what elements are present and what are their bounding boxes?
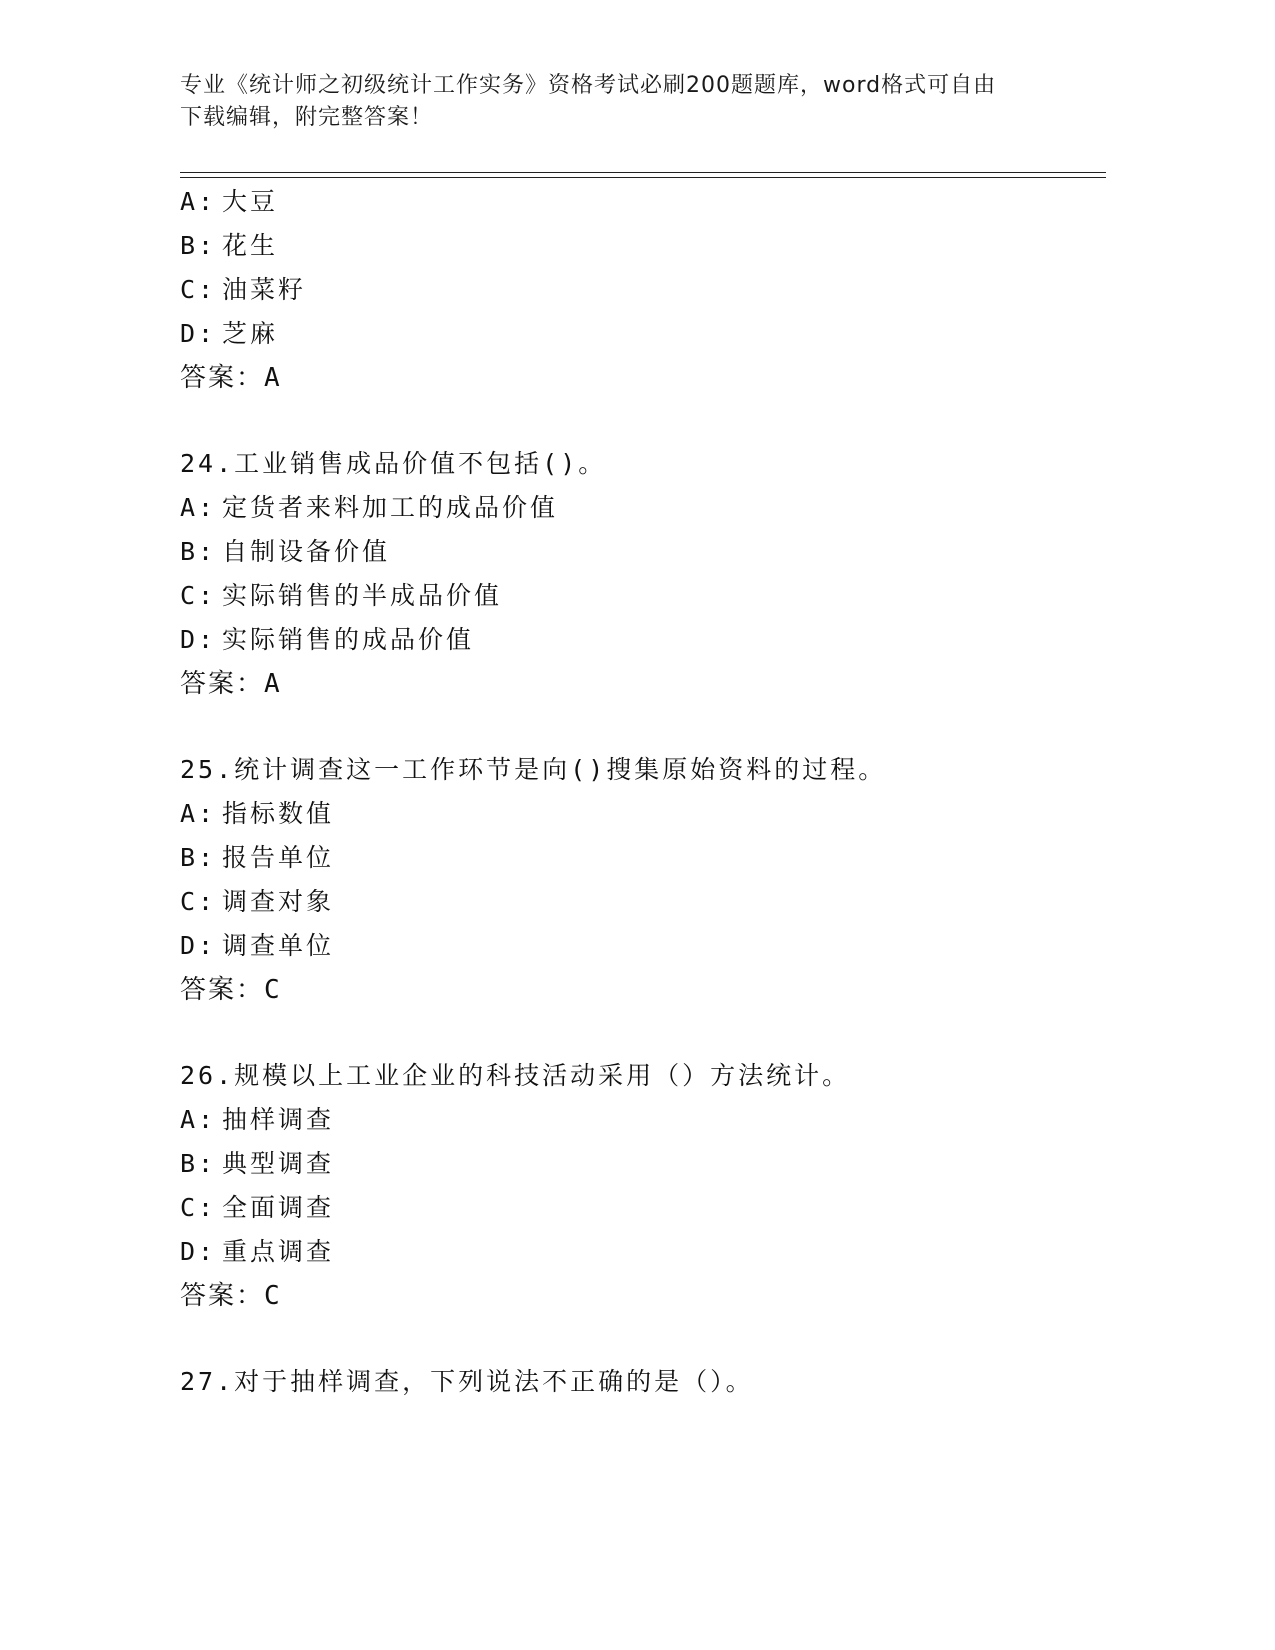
option-d [180,618,1100,662]
option-text: 全面调查 [222,1193,335,1222]
option-letter: B: [180,537,217,566]
option-text: 实际销售的半成品价值 [222,581,503,610]
option-c [180,268,1100,312]
question-block-26 [180,1054,1100,1318]
question-stem: 25.统计调查这一工作环节是向()搜集原始资料的过程。 [180,755,887,784]
question-block-23 [180,180,1100,400]
spacer [180,1318,1100,1360]
header-line-2: 下载编辑，附完整答案！ [180,105,434,130]
spacer [180,706,1100,748]
answer-line [180,662,1100,706]
option-d [180,312,1100,356]
document-header [180,70,1060,134]
option-text: 典型调查 [222,1149,335,1178]
option-a [180,486,1100,530]
spacer [180,400,1100,442]
answer-label: 答案： [180,975,265,1005]
option-c [180,574,1100,618]
header-line-1: 专业《统计师之初级统计工作实务》资格考试必刷200题题库，word格式可自由 [180,73,997,98]
option-letter: A: [180,493,217,522]
option-text: 抽样调查 [222,1105,335,1134]
option-d [180,924,1100,968]
option-letter: C: [180,887,217,916]
question-block-24 [180,442,1100,706]
spacer [180,1012,1100,1054]
answer-label: 答案： [180,669,265,699]
answer-value: C [264,975,282,1005]
option-letter: C: [180,275,217,304]
option-letter: A: [180,1105,217,1134]
option-letter: A: [180,799,217,828]
answer-value: A [264,669,282,699]
option-text: 自制设备价值 [222,537,391,566]
option-text: 花生 [222,231,279,260]
option-b [180,836,1100,880]
option-text: 重点调查 [222,1237,335,1266]
answer-label: 答案： [180,1281,265,1311]
option-b [180,1142,1100,1186]
option-b [180,224,1100,268]
option-text: 实际销售的成品价值 [222,625,475,654]
option-letter: D: [180,1237,217,1266]
answer-line [180,1274,1100,1318]
option-b [180,530,1100,574]
question-content [180,180,1100,1404]
option-text: 调查单位 [222,931,335,960]
option-text: 指标数值 [222,799,335,828]
option-c [180,880,1100,924]
header-divider-top [180,172,1106,173]
answer-line [180,356,1100,400]
option-letter: D: [180,319,217,348]
question-stem: 26.规模以上工业企业的科技活动采用（）方法统计。 [180,1061,851,1090]
answer-value: A [264,363,282,393]
option-letter: C: [180,1193,217,1222]
option-a [180,1098,1100,1142]
option-d [180,1230,1100,1274]
option-text: 大豆 [222,187,279,216]
answer-value: C [264,1281,282,1311]
option-letter: D: [180,931,217,960]
question-block-25 [180,748,1100,1012]
option-text: 油菜籽 [222,275,307,304]
question-stem: 27.对于抽样调查，下列说法不正确的是（）。 [180,1367,754,1396]
option-a [180,180,1100,224]
option-text: 报告单位 [222,843,335,872]
option-letter: A: [180,187,217,216]
option-letter: B: [180,843,217,872]
option-letter: B: [180,231,217,260]
option-text: 定货者来料加工的成品价值 [222,493,559,522]
answer-line [180,968,1100,1012]
header-divider-bottom [180,177,1106,178]
option-c [180,1186,1100,1230]
option-letter: B: [180,1149,217,1178]
answer-label: 答案： [180,363,265,393]
question-stem: 24.工业销售成品价值不包括()。 [180,449,607,478]
option-text: 芝麻 [222,319,279,348]
option-letter: D: [180,625,217,654]
question-block-27 [180,1360,1100,1404]
option-text: 调查对象 [222,887,335,916]
option-letter: C: [180,581,217,610]
option-a [180,792,1100,836]
